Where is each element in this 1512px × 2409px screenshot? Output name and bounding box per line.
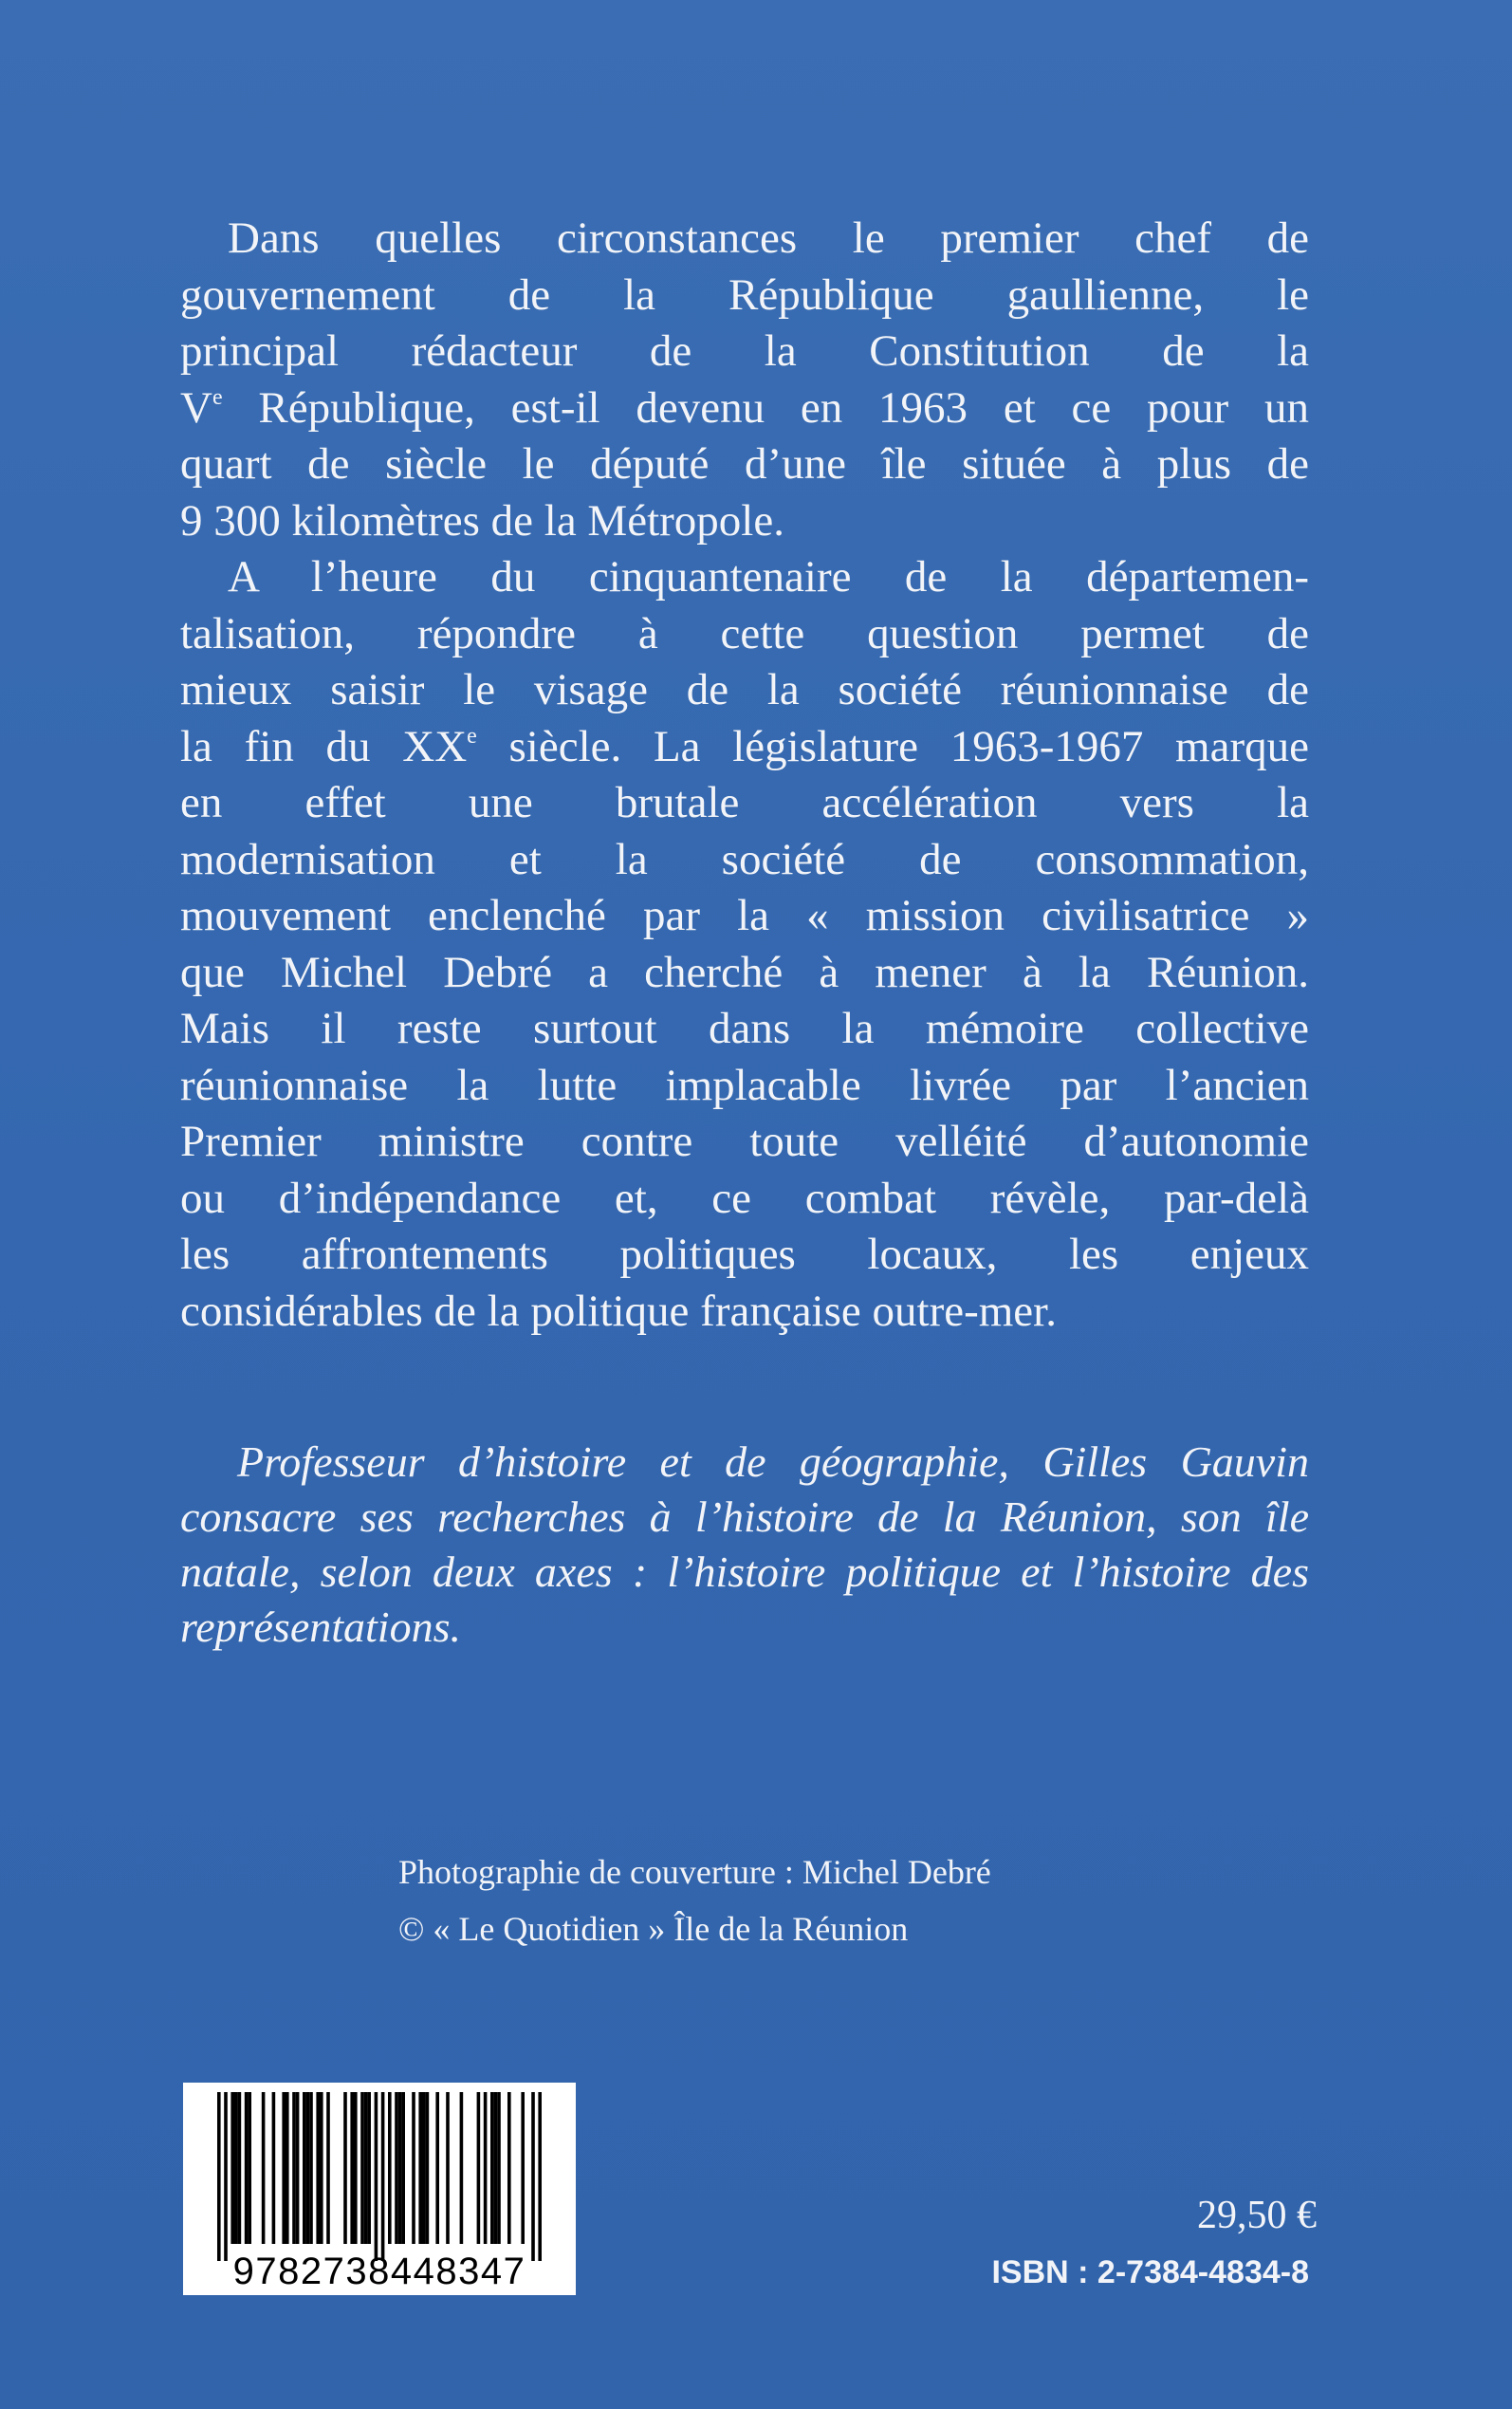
author-bio-line: Professeur d’histoire et de géographie, Gilles Gauvin	[237, 1437, 1309, 1486]
barcode-bar	[401, 2092, 405, 2244]
summary-text	[180, 211, 1309, 1340]
summary-line-rest: République, est-il devenu en 1963 et ce pour un	[222, 382, 1309, 433]
barcode-bar	[446, 2092, 450, 2244]
text-line	[180, 1435, 1309, 1490]
summary-line: Mais il reste surtout dans la mémoire collective	[180, 1004, 1309, 1053]
text-line	[180, 1600, 1309, 1655]
superscript: e	[467, 723, 477, 749]
summary-paragraph-1	[180, 211, 1309, 549]
barcode-bar	[292, 2092, 296, 2244]
barcode-bar	[381, 2092, 385, 2261]
text-line	[180, 1227, 1309, 1284]
summary-line: considérables de la politique française outre-mer.	[180, 1286, 1057, 1336]
text-line	[180, 268, 1309, 324]
summary-line: 9 300 kilomètres de la Métropole.	[180, 495, 784, 546]
barcode-bar	[350, 2092, 354, 2244]
barcode-bar	[388, 2092, 392, 2244]
summary-line-rest: siècle. La législature 1963-1967 marque	[476, 721, 1309, 771]
author-bio-line: consacre ses recherches à l’histoire de la Réunion, son île	[180, 1492, 1309, 1541]
barcode-bar	[224, 2092, 228, 2261]
text-line	[180, 1058, 1309, 1115]
barcode-bar	[412, 2092, 415, 2244]
summary-line: ou d’indépendance et, ce combat révèle, par-delà	[180, 1173, 1309, 1223]
author-bio-paragraph	[180, 1435, 1309, 1655]
summary-line: mieux saisir le visage de la société réunionnaise de	[180, 665, 1309, 714]
copyright-line: © « Le Quotidien » Île de la Réunion	[398, 1910, 909, 1948]
summary-line: les affrontements politiques locaux, les enjeux	[180, 1230, 1309, 1279]
author-bio	[180, 1435, 1309, 1655]
summary-line: mouvement enclenché par la « mission civilisatrice »	[180, 891, 1309, 940]
text-line	[180, 1114, 1309, 1171]
barcode-digits: 9782738448347	[232, 2251, 526, 2292]
author-bio-line: natale, selon deux axes : l’histoire politique et l’histoire des	[180, 1547, 1309, 1596]
text-line	[180, 888, 1309, 945]
barcode-bar	[497, 2092, 501, 2244]
summary-line	[180, 383, 1309, 433]
barcode-bar	[484, 2092, 488, 2244]
text-line	[180, 662, 1309, 719]
barcode-bar	[367, 2092, 371, 2244]
summary-line: Dans quelles circonstances le premier chef de	[228, 213, 1309, 263]
barcode-bar	[309, 2092, 313, 2244]
barcode-bar	[303, 2092, 306, 2244]
barcode-bar	[343, 2092, 347, 2244]
barcode-bar	[326, 2092, 330, 2244]
barcode-bar	[272, 2092, 276, 2244]
barcode-bar	[494, 2092, 498, 2244]
barcode-bar	[282, 2092, 286, 2244]
text-line	[180, 211, 1309, 268]
summary-line: gouvernement de la République gaullienne, le	[180, 269, 1309, 320]
barcode-bar	[230, 2092, 234, 2244]
barcode-bar	[360, 2092, 364, 2244]
barcode-bar	[477, 2092, 481, 2244]
barcode-bar	[238, 2092, 242, 2244]
summary-line	[180, 722, 1309, 771]
summary-line: en effet une brutale accélération vers la	[180, 778, 1309, 827]
barcode-bar	[354, 2092, 358, 2244]
summary-line: que Michel Debré a cherché à mener à la Réunion.	[180, 947, 1309, 997]
barcode-bar	[375, 2092, 378, 2261]
text-line	[180, 380, 1309, 437]
summary-line: modernisation et la société de consommation,	[180, 834, 1309, 884]
text-line	[180, 324, 1309, 380]
summary-paragraph-2	[180, 549, 1309, 1340]
photo-credits	[398, 1844, 1119, 1957]
barcode-bar	[245, 2092, 249, 2244]
summary-line: talisation, répondre à cette question permet de	[180, 608, 1309, 658]
superscript: e	[212, 384, 223, 410]
text-line	[180, 1171, 1309, 1228]
summary-line: quart de siècle le député d’une île située à plus de	[180, 439, 1309, 489]
text-line	[180, 832, 1309, 889]
summary-line: A l’heure du cinquantenaire de la départemen-	[228, 552, 1309, 602]
roman-numeral: V	[180, 382, 212, 433]
barcode-bar	[460, 2092, 464, 2244]
text-line	[180, 549, 1309, 606]
barcode-bar	[422, 2092, 426, 2244]
text-line	[180, 1284, 1309, 1341]
summary-line: principal rédacteur de la Constitution de la	[180, 326, 1309, 376]
barcode-bar	[521, 2092, 525, 2244]
text-line	[180, 1545, 1309, 1600]
barcode-bar	[435, 2092, 439, 2244]
text-line	[180, 436, 1309, 493]
barcode-bar	[418, 2092, 422, 2244]
barcode-bar	[538, 2092, 542, 2261]
barcode-bar	[262, 2092, 266, 2244]
barcode	[183, 2083, 576, 2295]
barcode-bar	[395, 2092, 398, 2244]
text-line	[180, 1490, 1309, 1545]
barcode-bar	[507, 2092, 511, 2244]
barcode-bar	[531, 2092, 535, 2261]
text-line	[180, 1001, 1309, 1058]
text-line	[180, 493, 1309, 550]
summary-line-start: la fin du XX	[180, 721, 468, 771]
summary-line: Premier ministre contre toute velléité d’autonomie	[180, 1117, 1309, 1166]
barcode-bar	[234, 2092, 238, 2244]
barcode-bar	[286, 2092, 289, 2244]
barcode-bar	[296, 2092, 300, 2244]
photo-credit-line: Photographie de couverture : Michel Debré	[398, 1853, 991, 1891]
barcode-bar	[248, 2092, 251, 2244]
barcode-graphic	[183, 2083, 576, 2295]
barcode-bar	[490, 2092, 494, 2244]
barcode-bar	[306, 2092, 310, 2244]
text-line	[180, 945, 1309, 1002]
barcode-bar	[364, 2092, 368, 2244]
barcode-bar	[320, 2092, 323, 2244]
price: 29,50 €	[1197, 2194, 1317, 2237]
barcode-bar	[398, 2092, 402, 2244]
text-line	[180, 719, 1309, 776]
author-bio-line: représentations.	[180, 1603, 461, 1651]
barcode-bar	[217, 2092, 221, 2261]
barcode-bar	[316, 2092, 320, 2244]
barcode-bar	[426, 2092, 430, 2244]
text-line	[180, 775, 1309, 832]
text-line	[180, 606, 1309, 663]
summary-line: réunionnaise la lutte implacable livrée par l’ancien	[180, 1060, 1309, 1110]
isbn: ISBN : 2-7384-4834-8	[991, 2254, 1309, 2290]
